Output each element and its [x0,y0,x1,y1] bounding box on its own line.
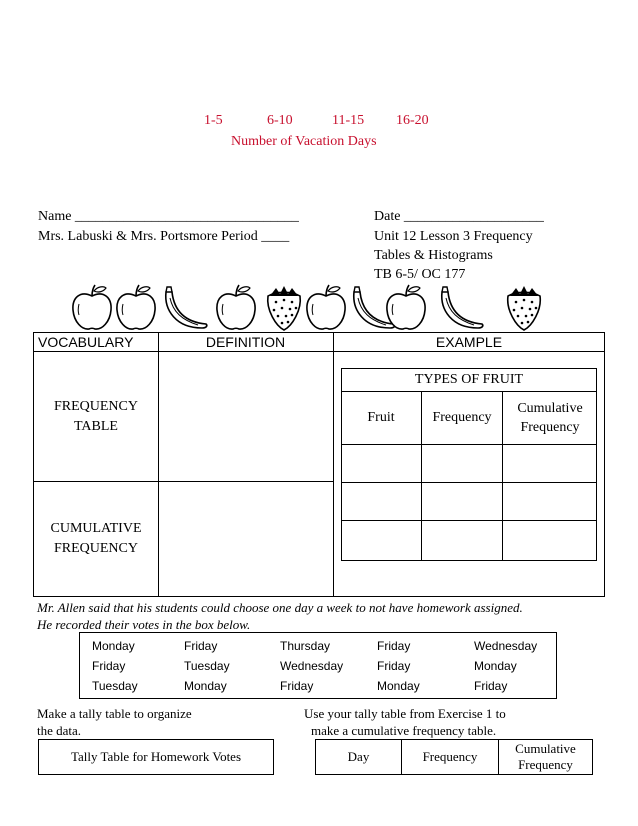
vote-cell: Friday [377,639,411,653]
name-line: Name ________________________________ [38,209,299,224]
col-header-vocabulary: VOCABULARY [38,334,134,350]
vote-cell: Monday [377,679,420,693]
apple-icon [307,285,345,329]
fruit-col-fruit: Fruit [367,410,395,425]
vote-cell: Tuesday [92,679,138,693]
term-cumulative-frequency: CUMULATIVE FREQUENCY [50,521,142,556]
col-cumulative-frequency: Cumulative Frequency [515,741,576,772]
vote-cell: Friday [280,679,314,693]
vote-cell: Monday [92,639,135,653]
vote-cell: Friday [92,659,126,673]
vote-cell: Thursday [280,639,331,653]
strawberry-icon [268,286,301,330]
apple-icon [217,285,255,329]
banana-icon [166,287,207,328]
exercise1-instructions-2: the data. [37,723,82,738]
banana-icon [442,287,483,328]
vote-cell: Wednesday [280,659,344,673]
axis-title: Number of Vacation Days [231,134,377,149]
vote-cell: Friday [184,639,218,653]
fruit-col-cumulative: Cumulative Frequency [517,401,583,435]
homework-prompt: Mr. Allen said that his students could choose one day a week to not have homework assigned. [37,600,523,615]
exercise2-instructions-2: make a cumulative frequency table. [311,723,497,738]
col-header-definition: DEFINITION [205,334,286,350]
fruit-table-title: TYPES OF FRUIT [414,372,524,387]
homework-prompt-2: He recorded their votes in the box below. [37,617,251,632]
tally-table-header: Tally Table for Homework Votes [38,739,274,775]
vote-cell: Monday [474,659,517,673]
vote-cell: Wednesday [474,639,538,653]
vote-cell: Friday [377,659,411,673]
vote-cell: Friday [474,679,508,693]
range-label: 16-20 [396,113,429,128]
vote-cell: Monday [184,679,227,693]
votes-box [79,632,557,699]
range-label: 11-15 [332,113,365,128]
col-day: Day [347,749,370,764]
col-frequency: Frequency [422,749,478,764]
exercise2-instructions: Use your tally table from Exercise 1 to [304,706,506,721]
fruit-border [70,282,560,332]
tb-line: TB 6-5/ OC 177 [374,267,466,282]
range-label: 6-10 [267,113,293,128]
apple-icon [117,285,155,329]
apple-icon [387,285,425,329]
unit-line-2: Tables & Histograms [374,248,493,263]
date-line: Date ____________________ [374,209,544,224]
vote-cell: Tuesday [184,659,230,673]
strawberry-icon [508,286,541,330]
exercise1-instructions: Make a tally table to organize [37,706,192,721]
fruit-col-frequency: Frequency [432,410,492,425]
teachers-line: Mrs. Labuski & Mrs. Portsmore Period ____ [38,229,290,244]
term-frequency-table: FREQUENCY TABLE [53,399,138,434]
col-header-example: EXAMPLE [435,334,503,350]
unit-line: Unit 12 Lesson 3 Frequency [374,229,533,244]
apple-icon [73,285,111,329]
range-label: 1-5 [204,113,223,128]
